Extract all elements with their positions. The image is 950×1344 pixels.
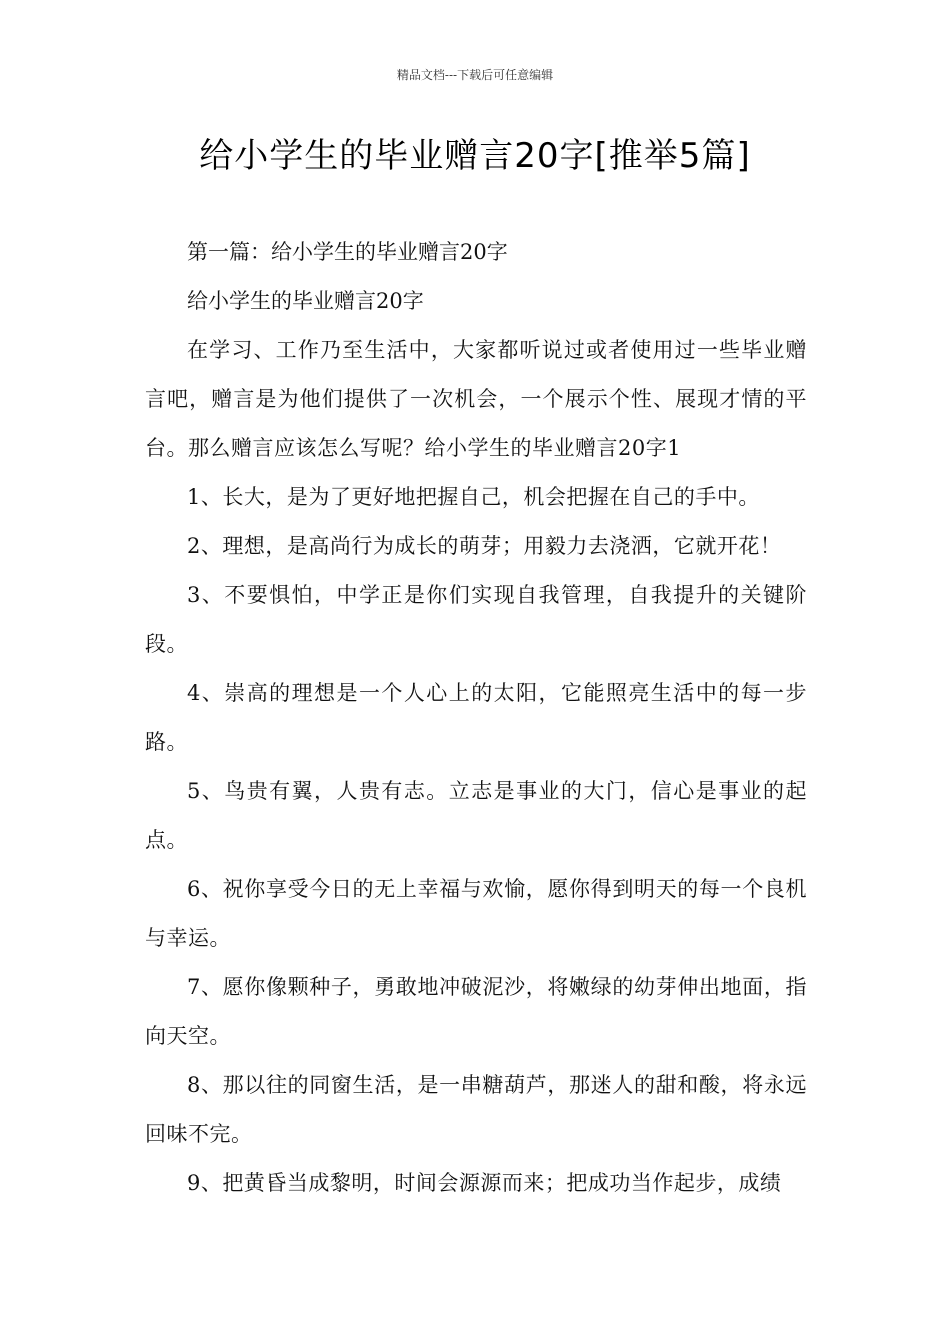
subtitle: 给小学生的毕业赠言20字 (187, 289, 424, 313)
list-item: 1、长大，是为了更好地把握自己，机会把握在自己的手中。 (187, 485, 760, 509)
list-item: 5、鸟贵有翼，人贵有志。立志是事业的大门，信心是事业的起点。 (145, 779, 807, 852)
document-body (145, 228, 807, 1208)
header-note: 精品文档---下载后可任意编辑 (396, 68, 554, 82)
document-title: 给小学生的毕业赠言20字[推举5篇] (199, 136, 751, 176)
list-item: 3、不要惧怕，中学正是你们实现自我管理，自我提升的关键阶段。 (145, 583, 807, 656)
list-item: 7、愿你像颗种子，勇敢地冲破泥沙，将嫩绿的幼芽伸出地面，指向天空。 (145, 975, 807, 1048)
list-item: 9、把黄昏当成黎明，时间会源源而来；把成功当作起步，成绩 (187, 1171, 782, 1195)
list-item: 6、祝你享受今日的无上幸福与欢愉，愿你得到明天的每一个良机与幸运。 (145, 877, 807, 950)
list-item: 4、崇高的理想是一个人心上的太阳，它能照亮生活中的每一步路。 (145, 681, 807, 754)
intro-paragraph: 在学习、工作乃至生活中，大家都听说过或者使用过一些毕业赠言吧，赠言是为他们提供了一次机会，一个展示个性、展现才情的平台。那么赠言应该怎么写呢？给小学生的毕业赠言20字1 (145, 338, 807, 460)
list-item: 8、那以往的同窗生活，是一串糖葫芦，那迷人的甜和酸，将永远回味不完。 (145, 1073, 807, 1146)
section-heading: 第一篇：给小学生的毕业赠言20字 (187, 240, 508, 264)
list-item: 2、理想，是高尚行为成长的萌芽；用毅力去浇洒，它就开花！ (187, 534, 782, 558)
